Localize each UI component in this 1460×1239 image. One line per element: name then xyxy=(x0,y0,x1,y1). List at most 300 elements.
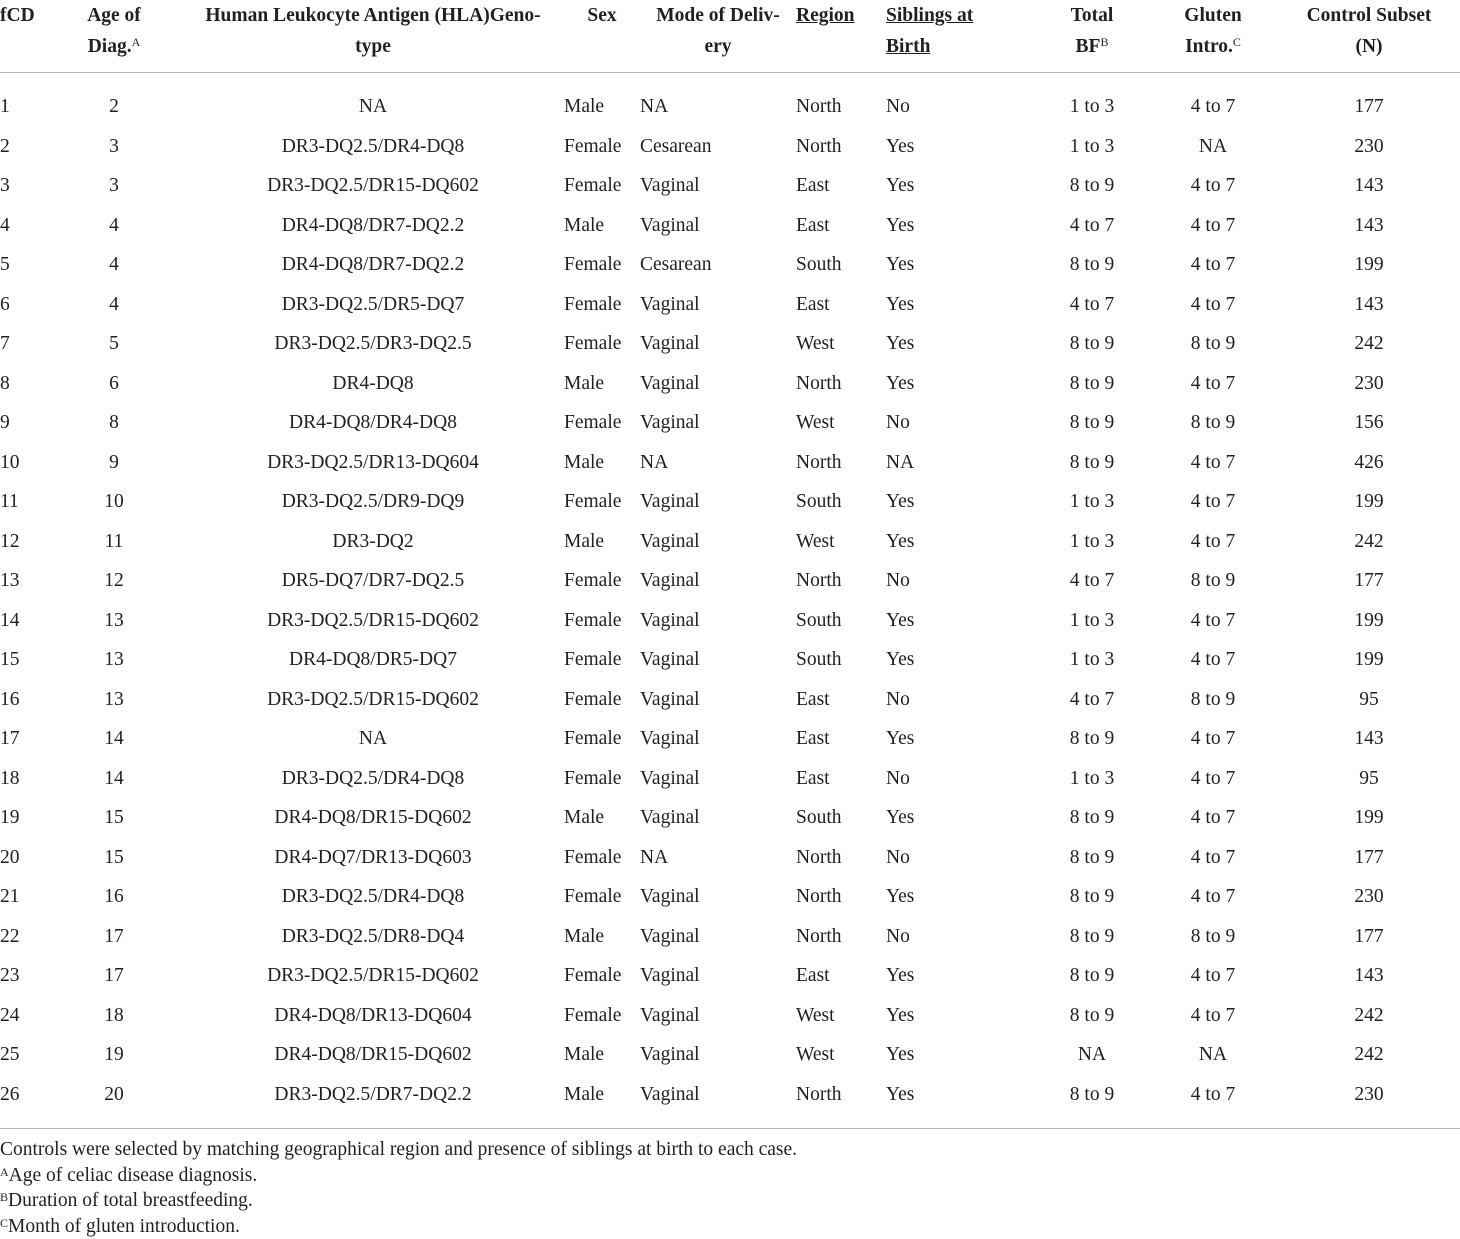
cell-sex: Male xyxy=(564,798,640,838)
cell-siblings-at-birth: Yes xyxy=(886,1035,1036,1075)
cell-control-subset: 242 xyxy=(1278,324,1460,364)
footnote-marker: C xyxy=(1233,35,1241,49)
cell-siblings-at-birth: Yes xyxy=(886,798,1036,838)
cell-gluten-intro: 4 to 7 xyxy=(1148,364,1278,404)
column-header-line: (N) xyxy=(1278,31,1460,62)
cell-gluten-intro: NA xyxy=(1148,127,1278,167)
cell-region: North xyxy=(796,73,886,127)
cell-sex: Female xyxy=(564,996,640,1036)
cell-sex: Male xyxy=(564,73,640,127)
cell-age-of-diag: 9 xyxy=(46,443,182,483)
column-header-line: Gluten xyxy=(1148,0,1278,31)
cell-gluten-intro: 8 to 9 xyxy=(1148,680,1278,720)
cell-control-subset: 230 xyxy=(1278,127,1460,167)
table-row xyxy=(0,206,1460,246)
cell-siblings-at-birth: Yes xyxy=(886,601,1036,641)
cell-total-bf: 1 to 3 xyxy=(1036,73,1148,127)
table-row xyxy=(0,522,1460,562)
table-row xyxy=(0,73,1460,127)
table-body xyxy=(0,73,1460,1129)
cell-age-of-diag: 15 xyxy=(46,838,182,878)
column-header-gluten-intro xyxy=(1148,0,1278,73)
cell-fcd: 13 xyxy=(0,561,46,601)
cell-siblings-at-birth: No xyxy=(886,838,1036,878)
cell-siblings-at-birth: Yes xyxy=(886,324,1036,364)
column-header-hla-genotype xyxy=(182,0,564,73)
column-header-line: ery xyxy=(640,31,796,62)
cell-mode-of-delivery: NA xyxy=(640,838,796,878)
cell-hla-genotype: DR3-DQ2.5/DR9-DQ9 xyxy=(182,482,564,522)
column-header-line: Control Subset xyxy=(1278,0,1460,31)
cell-sex: Female xyxy=(564,127,640,167)
cell-control-subset: 199 xyxy=(1278,640,1460,680)
cell-control-subset: 177 xyxy=(1278,561,1460,601)
cell-mode-of-delivery: Vaginal xyxy=(640,798,796,838)
column-header-sex xyxy=(564,0,640,73)
cell-siblings-at-birth: No xyxy=(886,403,1036,443)
cell-region: North xyxy=(796,443,886,483)
cell-mode-of-delivery: Cesarean xyxy=(640,127,796,167)
cell-control-subset: 242 xyxy=(1278,996,1460,1036)
cell-total-bf: 8 to 9 xyxy=(1036,324,1148,364)
cell-mode-of-delivery: Vaginal xyxy=(640,1035,796,1075)
cell-gluten-intro: 4 to 7 xyxy=(1148,166,1278,206)
cell-total-bf: 8 to 9 xyxy=(1036,719,1148,759)
column-header-siblings-at-birth xyxy=(886,0,1036,73)
cell-control-subset: 143 xyxy=(1278,285,1460,325)
cell-control-subset: 230 xyxy=(1278,364,1460,404)
table-row xyxy=(0,680,1460,720)
cell-hla-genotype: DR3-DQ2.5/DR15-DQ602 xyxy=(182,166,564,206)
cell-fcd: 21 xyxy=(0,877,46,917)
cell-region: East xyxy=(796,285,886,325)
table-row xyxy=(0,719,1460,759)
cell-total-bf: 8 to 9 xyxy=(1036,364,1148,404)
cell-fcd: 22 xyxy=(0,917,46,957)
cell-siblings-at-birth: No xyxy=(886,759,1036,799)
column-header-line: fCD xyxy=(0,0,46,31)
cell-hla-genotype: DR3-DQ2.5/DR5-DQ7 xyxy=(182,285,564,325)
cell-sex: Female xyxy=(564,680,640,720)
table-header-row xyxy=(0,0,1460,73)
table-row xyxy=(0,798,1460,838)
cell-gluten-intro: 8 to 9 xyxy=(1148,324,1278,364)
cell-total-bf: 4 to 7 xyxy=(1036,285,1148,325)
footnote-marker: A xyxy=(0,1165,9,1179)
cell-region: North xyxy=(796,877,886,917)
table-row xyxy=(0,285,1460,325)
cell-gluten-intro: NA xyxy=(1148,1035,1278,1075)
cell-mode-of-delivery: NA xyxy=(640,73,796,127)
table-row xyxy=(0,324,1460,364)
cell-control-subset: 95 xyxy=(1278,759,1460,799)
footnote-marker: B xyxy=(0,1190,8,1204)
cell-gluten-intro: 4 to 7 xyxy=(1148,482,1278,522)
cell-region: East xyxy=(796,759,886,799)
cell-region: North xyxy=(796,561,886,601)
column-header-line: Region xyxy=(796,0,886,31)
cell-total-bf: 4 to 7 xyxy=(1036,680,1148,720)
cell-fcd: 19 xyxy=(0,798,46,838)
cell-control-subset: 242 xyxy=(1278,522,1460,562)
cell-mode-of-delivery: Vaginal xyxy=(640,640,796,680)
cell-siblings-at-birth: Yes xyxy=(886,640,1036,680)
cell-total-bf: 1 to 3 xyxy=(1036,522,1148,562)
cell-mode-of-delivery: Vaginal xyxy=(640,680,796,720)
cell-sex: Female xyxy=(564,561,640,601)
cell-region: North xyxy=(796,838,886,878)
cell-hla-genotype: DR3-DQ2.5/DR15-DQ602 xyxy=(182,956,564,996)
cell-sex: Female xyxy=(564,759,640,799)
cell-total-bf: 8 to 9 xyxy=(1036,403,1148,443)
table-row xyxy=(0,403,1460,443)
table-note-main: Controls were selected by matching geographical region and presence of siblings at birth to each case. xyxy=(0,1137,797,1163)
cell-region: South xyxy=(796,798,886,838)
cell-sex: Female xyxy=(564,166,640,206)
cell-control-subset: 143 xyxy=(1278,166,1460,206)
cell-sex: Male xyxy=(564,1075,640,1129)
cell-age-of-diag: 4 xyxy=(46,285,182,325)
cell-region: East xyxy=(796,956,886,996)
cell-sex: Female xyxy=(564,956,640,996)
table-row xyxy=(0,640,1460,680)
cell-hla-genotype: DR3-DQ2.5/DR4-DQ8 xyxy=(182,877,564,917)
cell-age-of-diag: 3 xyxy=(46,166,182,206)
cell-total-bf: 8 to 9 xyxy=(1036,996,1148,1036)
table-row xyxy=(0,364,1460,404)
cell-region: East xyxy=(796,166,886,206)
cell-age-of-diag: 10 xyxy=(46,482,182,522)
cell-hla-genotype: DR3-DQ2 xyxy=(182,522,564,562)
cell-gluten-intro: 4 to 7 xyxy=(1148,73,1278,127)
cell-gluten-intro: 4 to 7 xyxy=(1148,719,1278,759)
cell-hla-genotype: DR3-DQ2.5/DR15-DQ602 xyxy=(182,601,564,641)
cell-fcd: 3 xyxy=(0,166,46,206)
cell-total-bf: NA xyxy=(1036,1035,1148,1075)
column-header-control-subset xyxy=(1278,0,1460,73)
table-row xyxy=(0,1075,1460,1129)
cell-gluten-intro: 8 to 9 xyxy=(1148,917,1278,957)
cell-siblings-at-birth: Yes xyxy=(886,127,1036,167)
footnote-list xyxy=(0,1163,797,1239)
cell-fcd: 10 xyxy=(0,443,46,483)
footnote-marker: C xyxy=(0,1216,8,1230)
cell-sex: Male xyxy=(564,917,640,957)
cell-hla-genotype: DR3-DQ2.5/DR13-DQ604 xyxy=(182,443,564,483)
cell-region: West xyxy=(796,324,886,364)
column-header-mode-of-delivery xyxy=(640,0,796,73)
column-header-line: Siblings at xyxy=(886,0,1036,31)
footnote xyxy=(0,1163,797,1189)
cell-region: South xyxy=(796,640,886,680)
cell-sex: Female xyxy=(564,601,640,641)
cell-gluten-intro: 4 to 7 xyxy=(1148,206,1278,246)
cell-control-subset: 95 xyxy=(1278,680,1460,720)
table-row xyxy=(0,601,1460,641)
cell-region: East xyxy=(796,719,886,759)
table-row xyxy=(0,1035,1460,1075)
cell-siblings-at-birth: NA xyxy=(886,443,1036,483)
cell-siblings-at-birth: Yes xyxy=(886,206,1036,246)
cell-siblings-at-birth: Yes xyxy=(886,482,1036,522)
cell-total-bf: 8 to 9 xyxy=(1036,838,1148,878)
cell-gluten-intro: 4 to 7 xyxy=(1148,759,1278,799)
cell-control-subset: 143 xyxy=(1278,719,1460,759)
footnote-text: Duration of total breastfeeding. xyxy=(8,1190,253,1211)
column-header-line: Birth xyxy=(886,31,1036,62)
cell-region: South xyxy=(796,245,886,285)
table-row xyxy=(0,956,1460,996)
cell-sex: Female xyxy=(564,482,640,522)
cell-fcd: 12 xyxy=(0,522,46,562)
cell-age-of-diag: 17 xyxy=(46,917,182,957)
cell-mode-of-delivery: Vaginal xyxy=(640,364,796,404)
cell-total-bf: 1 to 3 xyxy=(1036,601,1148,641)
column-header-line: Human Leukocyte Antigen (HLA)Geno- xyxy=(182,0,564,31)
cell-age-of-diag: 13 xyxy=(46,640,182,680)
cell-control-subset: 199 xyxy=(1278,482,1460,522)
footnote-marker: A xyxy=(132,35,141,49)
cell-total-bf: 8 to 9 xyxy=(1036,917,1148,957)
cell-age-of-diag: 19 xyxy=(46,1035,182,1075)
cell-fcd: 18 xyxy=(0,759,46,799)
column-header-line: type xyxy=(182,31,564,62)
cell-total-bf: 1 to 3 xyxy=(1036,127,1148,167)
footnote xyxy=(0,1188,797,1214)
cell-region: West xyxy=(796,996,886,1036)
column-header-total-bf xyxy=(1036,0,1148,73)
cell-control-subset: 156 xyxy=(1278,403,1460,443)
cell-age-of-diag: 16 xyxy=(46,877,182,917)
cell-total-bf: 8 to 9 xyxy=(1036,245,1148,285)
cell-mode-of-delivery: Vaginal xyxy=(640,166,796,206)
cell-gluten-intro: 4 to 7 xyxy=(1148,522,1278,562)
cell-hla-genotype: DR4-DQ8/DR15-DQ602 xyxy=(182,1035,564,1075)
table-row xyxy=(0,561,1460,601)
cell-control-subset: 199 xyxy=(1278,798,1460,838)
cell-sex: Female xyxy=(564,403,640,443)
cell-age-of-diag: 15 xyxy=(46,798,182,838)
cell-age-of-diag: 6 xyxy=(46,364,182,404)
cell-mode-of-delivery: Vaginal xyxy=(640,561,796,601)
cell-mode-of-delivery: Vaginal xyxy=(640,877,796,917)
cell-age-of-diag: 5 xyxy=(46,324,182,364)
cell-mode-of-delivery: Vaginal xyxy=(640,482,796,522)
cell-age-of-diag: 12 xyxy=(46,561,182,601)
cell-mode-of-delivery: Vaginal xyxy=(640,522,796,562)
column-header-line: Intro.$^C$ xyxy=(1148,31,1278,62)
cell-gluten-intro: 4 to 7 xyxy=(1148,1075,1278,1129)
cell-total-bf: 8 to 9 xyxy=(1036,798,1148,838)
cell-region: East xyxy=(796,206,886,246)
cell-region: West xyxy=(796,522,886,562)
column-header-fcd xyxy=(0,0,46,73)
cell-sex: Male xyxy=(564,1035,640,1075)
cell-hla-genotype: DR3-DQ2.5/DR3-DQ2.5 xyxy=(182,324,564,364)
cell-total-bf: 4 to 7 xyxy=(1036,206,1148,246)
cell-gluten-intro: 4 to 7 xyxy=(1148,285,1278,325)
table-row xyxy=(0,996,1460,1036)
cell-region: South xyxy=(796,601,886,641)
cell-mode-of-delivery: Vaginal xyxy=(640,956,796,996)
cell-gluten-intro: 4 to 7 xyxy=(1148,798,1278,838)
cell-age-of-diag: 3 xyxy=(46,127,182,167)
cell-gluten-intro: 4 to 7 xyxy=(1148,245,1278,285)
cell-sex: Male xyxy=(564,522,640,562)
table-row xyxy=(0,917,1460,957)
cell-control-subset: 230 xyxy=(1278,1075,1460,1129)
cell-fcd: 9 xyxy=(0,403,46,443)
cell-fcd: 23 xyxy=(0,956,46,996)
cell-region: West xyxy=(796,403,886,443)
cell-sex: Female xyxy=(564,719,640,759)
cell-total-bf: 1 to 3 xyxy=(1036,482,1148,522)
cell-gluten-intro: 8 to 9 xyxy=(1148,561,1278,601)
cell-fcd: 6 xyxy=(0,285,46,325)
cell-control-subset: 199 xyxy=(1278,601,1460,641)
cell-hla-genotype: DR4-DQ8/DR4-DQ8 xyxy=(182,403,564,443)
cell-siblings-at-birth: Yes xyxy=(886,166,1036,206)
cell-mode-of-delivery: Vaginal xyxy=(640,996,796,1036)
cell-hla-genotype: DR4-DQ8/DR7-DQ2.2 xyxy=(182,206,564,246)
cell-mode-of-delivery: Vaginal xyxy=(640,719,796,759)
cell-hla-genotype: DR4-DQ8/DR5-DQ7 xyxy=(182,640,564,680)
cell-age-of-diag: 17 xyxy=(46,956,182,996)
cell-hla-genotype: DR3-DQ2.5/DR15-DQ602 xyxy=(182,680,564,720)
cell-fcd: 15 xyxy=(0,640,46,680)
footnote xyxy=(0,1214,797,1239)
cell-region: North xyxy=(796,917,886,957)
cell-sex: Female xyxy=(564,838,640,878)
cell-age-of-diag: 14 xyxy=(46,759,182,799)
column-header-line: Total xyxy=(1036,0,1148,31)
cell-control-subset: 177 xyxy=(1278,838,1460,878)
column-header-line: Age of xyxy=(46,0,182,31)
cell-fcd: 7 xyxy=(0,324,46,364)
cell-age-of-diag: 18 xyxy=(46,996,182,1036)
footnote-text: Age of celiac disease diagnosis. xyxy=(9,1165,258,1186)
cell-hla-genotype: DR5-DQ7/DR7-DQ2.5 xyxy=(182,561,564,601)
cell-age-of-diag: 13 xyxy=(46,601,182,641)
footnote-marker: B xyxy=(1100,35,1108,49)
cell-control-subset: 177 xyxy=(1278,917,1460,957)
cell-gluten-intro: 4 to 7 xyxy=(1148,956,1278,996)
cell-total-bf: 8 to 9 xyxy=(1036,1075,1148,1129)
cell-hla-genotype: DR3-DQ2.5/DR4-DQ8 xyxy=(182,759,564,799)
cell-total-bf: 1 to 3 xyxy=(1036,640,1148,680)
cell-mode-of-delivery: Vaginal xyxy=(640,285,796,325)
cell-gluten-intro: 4 to 7 xyxy=(1148,877,1278,917)
cell-mode-of-delivery: Vaginal xyxy=(640,601,796,641)
column-header-line: Sex xyxy=(564,0,640,31)
cell-age-of-diag: 20 xyxy=(46,1075,182,1129)
cell-hla-genotype: DR4-DQ7/DR13-DQ603 xyxy=(182,838,564,878)
cell-fcd: 26 xyxy=(0,1075,46,1129)
cell-fcd: 17 xyxy=(0,719,46,759)
column-header-line: Mode of Deliv- xyxy=(640,0,796,31)
table-row xyxy=(0,443,1460,483)
cell-siblings-at-birth: Yes xyxy=(886,719,1036,759)
column-header-line: Diag.$^A$ xyxy=(46,31,182,62)
table-row xyxy=(0,838,1460,878)
cell-siblings-at-birth: No xyxy=(886,917,1036,957)
cell-mode-of-delivery: NA xyxy=(640,443,796,483)
cell-region: North xyxy=(796,1075,886,1129)
cell-siblings-at-birth: Yes xyxy=(886,877,1036,917)
table-row xyxy=(0,759,1460,799)
cell-fcd: 8 xyxy=(0,364,46,404)
cell-control-subset: 177 xyxy=(1278,73,1460,127)
cell-age-of-diag: 8 xyxy=(46,403,182,443)
cell-siblings-at-birth: Yes xyxy=(886,285,1036,325)
cell-age-of-diag: 2 xyxy=(46,73,182,127)
cell-sex: Female xyxy=(564,877,640,917)
cell-mode-of-delivery: Vaginal xyxy=(640,917,796,957)
table-row xyxy=(0,127,1460,167)
cell-mode-of-delivery: Vaginal xyxy=(640,324,796,364)
cell-region: North xyxy=(796,127,886,167)
cell-gluten-intro: 4 to 7 xyxy=(1148,838,1278,878)
cell-fcd: 11 xyxy=(0,482,46,522)
table-row xyxy=(0,166,1460,206)
cell-region: East xyxy=(796,680,886,720)
cell-age-of-diag: 14 xyxy=(46,719,182,759)
cell-age-of-diag: 4 xyxy=(46,245,182,285)
cell-fcd: 5 xyxy=(0,245,46,285)
cell-total-bf: 8 to 9 xyxy=(1036,166,1148,206)
cell-fcd: 20 xyxy=(0,838,46,878)
cell-fcd: 2 xyxy=(0,127,46,167)
cell-sex: Female xyxy=(564,640,640,680)
cell-control-subset: 242 xyxy=(1278,1035,1460,1075)
cell-total-bf: 4 to 7 xyxy=(1036,561,1148,601)
cell-gluten-intro: 4 to 7 xyxy=(1148,640,1278,680)
cell-fcd: 4 xyxy=(0,206,46,246)
column-header-age-of-diag xyxy=(46,0,182,73)
cell-siblings-at-birth: Yes xyxy=(886,364,1036,404)
cell-siblings-at-birth: Yes xyxy=(886,1075,1036,1129)
cell-hla-genotype: DR4-DQ8/DR15-DQ602 xyxy=(182,798,564,838)
cell-hla-genotype: DR3-DQ2.5/DR4-DQ8 xyxy=(182,127,564,167)
cell-hla-genotype: DR3-DQ2.5/DR8-DQ4 xyxy=(182,917,564,957)
cell-mode-of-delivery: Vaginal xyxy=(640,759,796,799)
cell-siblings-at-birth: Yes xyxy=(886,956,1036,996)
cell-control-subset: 199 xyxy=(1278,245,1460,285)
cell-fcd: 16 xyxy=(0,680,46,720)
cell-mode-of-delivery: Cesarean xyxy=(640,245,796,285)
table-row xyxy=(0,245,1460,285)
cell-siblings-at-birth: No xyxy=(886,73,1036,127)
cell-gluten-intro: 4 to 7 xyxy=(1148,443,1278,483)
cell-total-bf: 8 to 9 xyxy=(1036,956,1148,996)
column-header-line: $BF^B$ xyxy=(1036,31,1148,62)
cell-sex: Male xyxy=(564,443,640,483)
cell-gluten-intro: 4 to 7 xyxy=(1148,996,1278,1036)
cell-siblings-at-birth: No xyxy=(886,561,1036,601)
cell-hla-genotype: NA xyxy=(182,719,564,759)
table-row xyxy=(0,877,1460,917)
cell-total-bf: 1 to 3 xyxy=(1036,759,1148,799)
cell-fcd: 14 xyxy=(0,601,46,641)
cell-fcd: 25 xyxy=(0,1035,46,1075)
cell-region: West xyxy=(796,1035,886,1075)
column-header-region xyxy=(796,0,886,73)
cell-sex: Female xyxy=(564,285,640,325)
cell-hla-genotype: DR4-DQ8 xyxy=(182,364,564,404)
table-notes xyxy=(0,1137,797,1239)
cell-total-bf: 8 to 9 xyxy=(1036,443,1148,483)
cell-control-subset: 143 xyxy=(1278,956,1460,996)
